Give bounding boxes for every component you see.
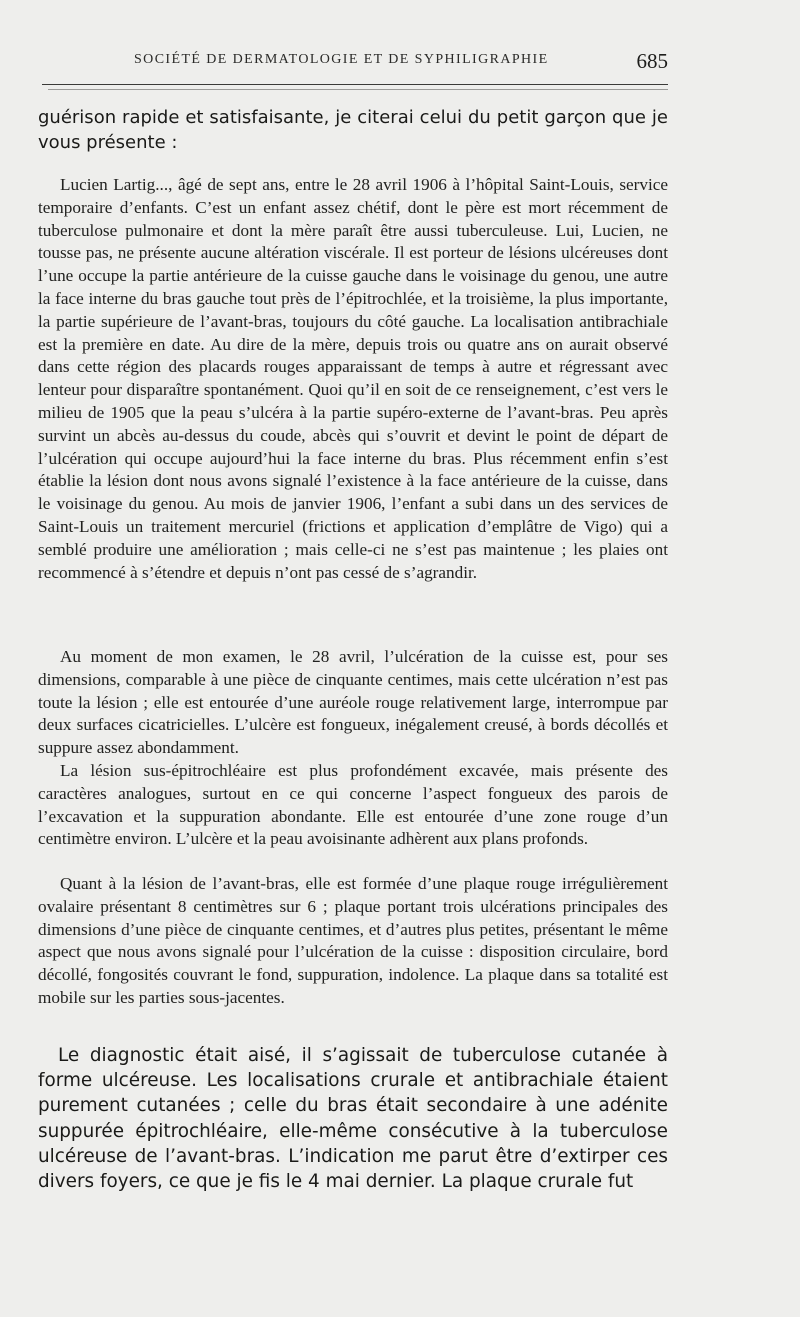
header-rule-secondary <box>48 89 668 90</box>
case-paragraph-forearm: Quant à la lésion de l’avant-bras, elle est formée d’une plaque rouge irrégulièrement ovalaire présentant 8 centimètres sur 6 ; plaque portant trois ulcérations principales des dimensions d’une pièce de cinquante centimes, et d’autres plus petites, présentant le même aspect que nous avons signalé pour l’ulcération de la cuisse : disposition circulaire, bord décollé, fongosités couvrant le fond, suppuration, indolence. La plaque dans sa totalité est mobile sur les parties sous-jacentes. <box>38 874 668 1007</box>
running-header <box>42 52 670 68</box>
case-paragraph-epitrochlear: La lésion sus-épitrochléaire est plus profondément excavée, mais présente des caractères analogues, surtout en ce qui concerne l’aspect fongueux des parois de l’excavation et la suppuration abondante. Elle est entourée d’une zone rouge d’un centimètre environ. L’ulcère et la peau avoisinante adhèrent aux plans profonds. <box>38 761 668 849</box>
header-rule <box>42 84 668 85</box>
opening-paragraph: guérison rapide et satisfaisante, je citerai celui du petit garçon que je vous présente : <box>38 107 668 153</box>
running-title: SOCIÉTÉ DE DERMATOLOGIE ET DE SYPHILIGRAPHIE <box>134 52 549 67</box>
case-paragraph-history: Lucien Lartig..., âgé de sept ans, entre le 28 avril 1906 à l’hôpital Saint-Louis, service temporaire d’enfants. C’est un enfant assez chétif, dont le père est mort récemment de tuberculose pulmonaire et dont la mère paraît être aussi tuberculeuse. Lui, Lucien, ne tousse pas, ne présente aucune altération viscérale. Il est porteur de lésions ulcéreuses dont l’une occupe la partie antérieure de la cuisse gauche dans le voisinage du genou, une autre la face interne du bras gauche tout près de l’épitrochlée, et la troisième, la plus importante, la partie supérieure de l’avant-bras, toujours du côté gauche. La localisation antibrachiale est la première en date. Au dire de la mère, depuis trois ou quatre ans on aurait observé dans cette région des placards rouges apparaissant de temps à autre et régressant avec lenteur pour disparaître spontanément. Quoi qu’il en soit de ce renseignement, c’est vers le milieu de 1905 que la peau s’ulcéra à la partie supéro-externe de l’avant-bras. Peu après survint un abcès au-dessus du coude, abcès qui s’ouvrit et devint le point de départ de l’ulcération qui occupe aujourd’hui la face interne du bras. Plus récemment enfin s’est établie la lésion dont nous avons signalé l’existence à la face antérieure de la cuisse, dans le voisinage du genou. Au mois de janvier 1906, l’enfant a subi dans un des services de Saint-Louis un traitement mercuriel (frictions et application d’emplâtre de Vigo) qui a semblé produire une amélioration ; mais celle-ci ne s’est pas maintenue ; les plaies ont recommencé à s’étendre et depuis n’ont pas cessé de s’agrandir. <box>38 175 668 582</box>
diagnosis-paragraph: Le diagnostic était aisé, il s’agissait de tuberculose cutanée à forme ulcéreuse. Les localisations crurale et antibrachiale étaient purement cutanées ; celle du bras était secondaire à une adénite suppurée épitrochléaire, elle-même consécutive à la tuberculose ulcéreuse de l’avant-bras. L’indication me parut être d’extirper ces divers foyers, ce que je fis le 4 mai dernier. La plaque crurale fut <box>38 1045 668 1193</box>
case-paragraph-thigh: Au moment de mon examen, le 28 avril, l’ulcération de la cuisse est, pour ses dimensions, comparable à une pièce de cinquante centimes, mais cette ulcération n’est pas toute la lésion ; elle est entourée d’une auréole rouge relativement large, interrompue par deux surfaces cicatricielles. L’ulcère est fongueux, inégalement creusé, à bords décollés et suppure assez abondamment. <box>38 647 668 758</box>
page-number: 685 <box>636 49 668 73</box>
